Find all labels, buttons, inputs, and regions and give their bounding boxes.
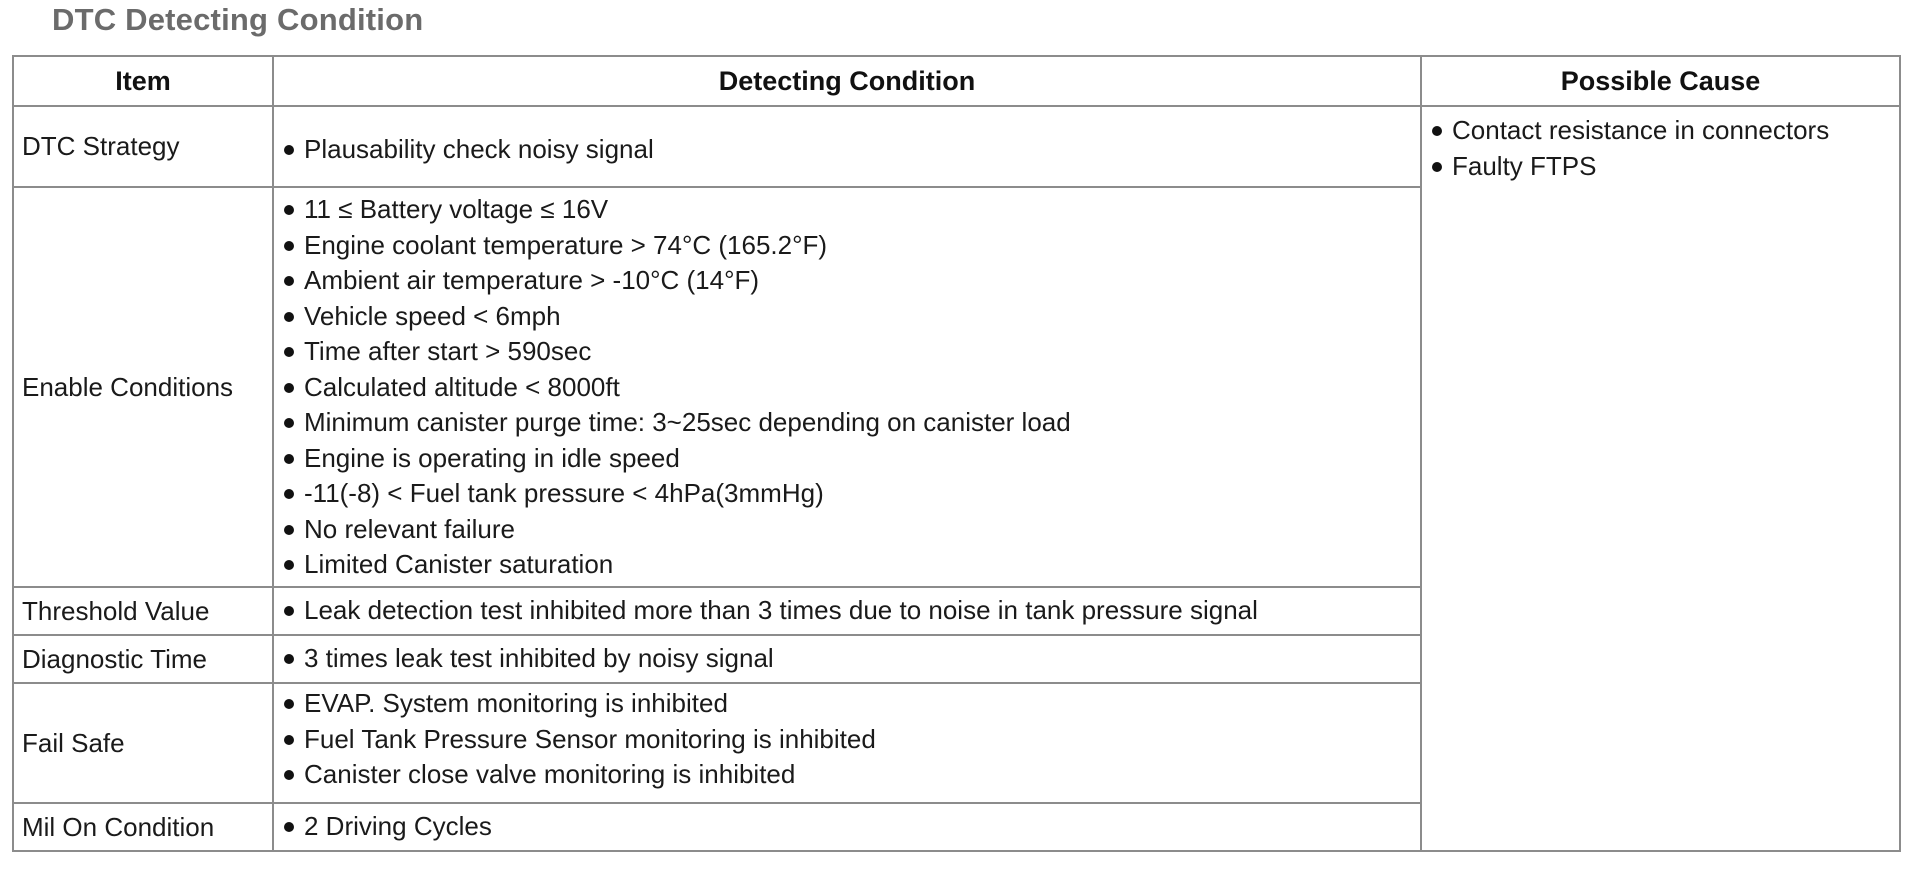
condition-cell: [273, 587, 1421, 635]
condition-item: Fuel Tank Pressure Sensor monitoring is inhibited: [282, 722, 1412, 758]
condition-cell: [273, 635, 1421, 683]
condition-item: 11 ≤ Battery voltage ≤ 16V: [282, 192, 1412, 228]
condition-item: Vehicle speed < 6mph: [282, 299, 1412, 335]
page-title: DTC Detecting Condition: [52, 2, 424, 37]
condition-item: Limited Canister saturation: [282, 547, 1412, 583]
condition-item: Calculated altitude < 8000ft: [282, 370, 1412, 406]
condition-item: Ambient air temperature > -10°C (14°F): [282, 263, 1412, 299]
condition-item: 3 times leak test inhibited by noisy signal: [282, 641, 1412, 677]
header-detecting-condition: Detecting Condition: [273, 56, 1421, 106]
item-cell: Enable Conditions: [13, 187, 273, 587]
condition-item: EVAP. System monitoring is inhibited: [282, 686, 1412, 722]
condition-list: [282, 593, 1412, 629]
condition-item: Minimum canister purge time: 3~25sec depending on canister load: [282, 405, 1412, 441]
header-possible-cause: Possible Cause: [1421, 56, 1900, 106]
cause-list: [1430, 107, 1891, 184]
condition-item: Time after start > 590sec: [282, 334, 1412, 370]
condition-item: No relevant failure: [282, 512, 1412, 548]
item-cell: Mil On Condition: [13, 803, 273, 851]
item-cell: DTC Strategy: [13, 106, 273, 187]
condition-cell: [273, 803, 1421, 851]
condition-cell: [273, 187, 1421, 587]
header-item: Item: [13, 56, 273, 106]
condition-list: [282, 126, 1412, 168]
condition-item: Engine coolant temperature > 74°C (165.2°F): [282, 228, 1412, 264]
possible-cause-cell: [1421, 106, 1900, 851]
item-cell: Diagnostic Time: [13, 635, 273, 683]
condition-item: Canister close valve monitoring is inhibited: [282, 757, 1412, 793]
table-header-row: [13, 56, 1900, 106]
condition-list: [282, 809, 1412, 845]
cause-item: Contact resistance in connectors: [1430, 113, 1891, 149]
condition-item: Engine is operating in idle speed: [282, 441, 1412, 477]
condition-item: Leak detection test inhibited more than 3 times due to noise in tank pressure signal: [282, 593, 1412, 629]
item-cell: Threshold Value: [13, 587, 273, 635]
cause-item: Faulty FTPS: [1430, 149, 1891, 185]
condition-cell: [273, 683, 1421, 803]
condition-list: [282, 188, 1412, 583]
condition-list: [282, 684, 1412, 793]
condition-item: 2 Driving Cycles: [282, 809, 1412, 845]
table-row-dtc-strategy: [13, 106, 1900, 187]
dtc-condition-table: [12, 55, 1901, 852]
item-cell: Fail Safe: [13, 683, 273, 803]
condition-item: Plausability check noisy signal: [282, 132, 1412, 168]
condition-cell: [273, 106, 1421, 187]
condition-item: -11(-8) < Fuel tank pressure < 4hPa(3mmHg): [282, 476, 1412, 512]
condition-list: [282, 641, 1412, 677]
